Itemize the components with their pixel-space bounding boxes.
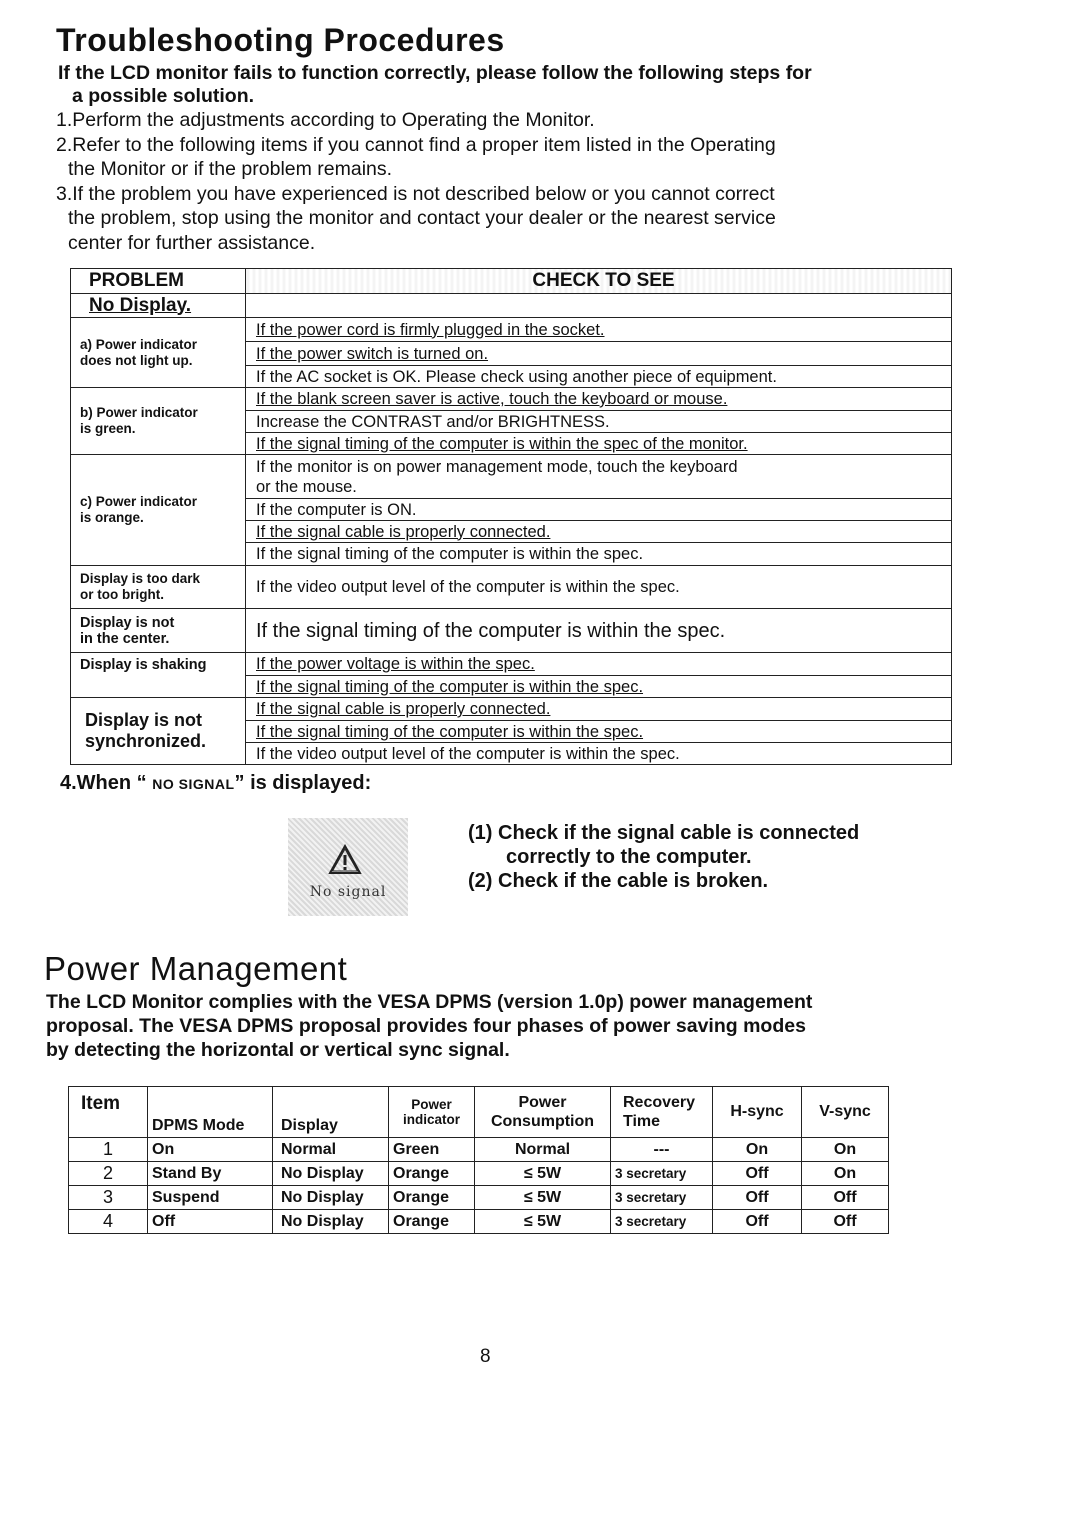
check-1-line: (1) Check if the signal cable is connected [468, 822, 860, 844]
pm-cell-indicator: Green [389, 1138, 475, 1162]
check-item: If the computer is ON. [246, 499, 952, 521]
header-line: Recovery [623, 1094, 696, 1111]
check-item: If the power switch is turned on. [246, 342, 952, 366]
pm-row [69, 1138, 889, 1162]
pm-cell-mode: Off [148, 1210, 273, 1234]
problem-line: b) Power indicator [80, 405, 198, 420]
pm-cell-consumption: ≤ 5W [475, 1210, 611, 1234]
header-display-label: Display [281, 1117, 338, 1134]
heading-suffix: ” is displayed: [234, 772, 372, 794]
table-row [71, 455, 952, 499]
pm-cell-hsync: On [713, 1138, 802, 1162]
check-item: If the signal timing of the computer is within the spec. [246, 676, 952, 698]
problem-line: Display is not [80, 614, 175, 631]
table-row [71, 698, 952, 721]
intro-line: a possible solution. [72, 85, 255, 107]
header-power-indicator [389, 1087, 475, 1138]
header-vsync: V-sync [802, 1087, 889, 1138]
pm-row [69, 1162, 889, 1186]
header-line: Consumption [490, 1113, 595, 1130]
header-problem: PROBLEM [71, 269, 246, 294]
no-signal-heading [60, 772, 371, 795]
table-row [71, 388, 952, 411]
check-item: If the video output level of the computer is within the spec. [246, 566, 952, 609]
check-item: If the power voltage is within the spec. [246, 653, 952, 676]
pm-cell-recovery: 3 secretary [611, 1186, 713, 1210]
check-line: or the mouse. [256, 477, 357, 496]
heading-prefix: 4.When “ [60, 772, 153, 794]
header-line: Power [518, 1094, 567, 1111]
pm-cell-item: 3 [69, 1186, 148, 1210]
troubleshooting-table [70, 268, 952, 765]
header-line: indicator [402, 1112, 460, 1127]
check-item: If the signal timing of the computer is within the spec. [246, 609, 952, 653]
problem-shaking [71, 653, 246, 698]
pm-cell-consumption: ≤ 5W [475, 1186, 611, 1210]
section-no-display: No Display. [71, 294, 246, 318]
table-cell-empty [246, 294, 952, 318]
header-hsync: H-sync [713, 1087, 802, 1138]
problem-line: Display is shaking [80, 657, 207, 673]
problem-indicator-green [71, 388, 246, 455]
warning-icon [328, 844, 362, 876]
section-title-power-management: Power Management [44, 950, 348, 987]
check-item: If the signal timing of the computer is within the spec. [246, 543, 952, 566]
problem-line: is green. [80, 421, 136, 436]
check-line: If the monitor is on power management mode, touch the keyboard [256, 457, 738, 476]
problem-power-off [71, 318, 246, 388]
pm-cell-vsync: Off [802, 1186, 889, 1210]
pm-cell-indicator: Orange [389, 1186, 475, 1210]
pm-cell-item: 2 [69, 1162, 148, 1186]
header-item [69, 1087, 148, 1138]
problem-line: Display is not [85, 710, 203, 730]
pm-cell-vsync: Off [802, 1210, 889, 1234]
pm-cell-display: No Display [273, 1210, 389, 1234]
pm-cell-consumption: Normal [475, 1138, 611, 1162]
problem-line: synchronized. [85, 731, 207, 751]
check-item: If the signal timing of the computer is within the spec of the monitor. [246, 433, 952, 455]
no-signal-label: No signal [309, 884, 387, 900]
problem-line: is orange. [80, 510, 144, 525]
pm-header-row [69, 1087, 889, 1138]
step-2-line: the Monitor or if the problem remains. [68, 158, 393, 180]
page-title: Troubleshooting Procedures [56, 22, 505, 58]
header-dpms-label: DPMS Mode [152, 1117, 245, 1134]
no-signal-image [288, 818, 408, 916]
check-item: If the signal cable is properly connected. [246, 521, 952, 543]
check-item: If the blank screen saver is active, touch the keyboard or mouse. [246, 388, 952, 411]
problem-indicator-orange [71, 455, 246, 566]
problem-line: or too bright. [80, 587, 164, 602]
header-power-consumption [475, 1087, 611, 1138]
problem-not-synchronized [71, 698, 246, 765]
table-row [71, 318, 952, 342]
pm-cell-display: No Display [273, 1162, 389, 1186]
problem-too-dark [71, 566, 246, 609]
pm-row [69, 1210, 889, 1234]
pm-cell-vsync: On [802, 1162, 889, 1186]
problem-line: in the center. [80, 630, 170, 647]
check-item [246, 455, 952, 499]
check-item: If the signal timing of the computer is within the spec. [246, 721, 952, 743]
no-signal-checks [468, 821, 988, 893]
pm-cell-recovery: 3 secretary [611, 1162, 713, 1186]
problem-line: Display is too dark [80, 571, 201, 586]
header-display [273, 1087, 389, 1138]
pm-cell-hsync: Off [713, 1210, 802, 1234]
table-row [71, 653, 952, 676]
pm-line: The LCD Monitor complies with the VESA DPMS (version 1.0p) power management [46, 991, 813, 1013]
problem-line: c) Power indicator [80, 494, 198, 509]
power-management-text [46, 990, 1026, 1062]
pm-cell-mode: On [148, 1138, 273, 1162]
pm-cell-recovery: 3 secretary [611, 1210, 713, 1234]
step-3-line: the problem, stop using the monitor and contact your dealer or the nearest service [68, 207, 776, 229]
step-3-line: 3.If the problem you have experienced is not described below or you cannot correct [56, 182, 775, 205]
pm-cell-item: 4 [69, 1210, 148, 1234]
check-2: (2) Check if the cable is broken. [468, 870, 769, 892]
step-2-line: 2.Refer to the following items if you cannot find a proper item listed in the Operating [56, 133, 776, 156]
pm-cell-hsync: Off [713, 1162, 802, 1186]
check-item: If the video output level of the computer is within the spec. [246, 743, 952, 765]
pm-cell-indicator: Orange [389, 1210, 475, 1234]
check-item: If the signal cable is properly connected. [246, 698, 952, 721]
power-management-table [68, 1086, 889, 1234]
page-number: 8 [480, 1346, 491, 1367]
pm-cell-vsync: On [802, 1138, 889, 1162]
pm-cell-item: 1 [69, 1138, 148, 1162]
pm-line: proposal. The VESA DPMS proposal provides four phases of power saving modes [46, 1015, 806, 1037]
pm-row [69, 1186, 889, 1210]
pm-cell-mode: Suspend [148, 1186, 273, 1210]
header-recovery-time [611, 1087, 713, 1138]
header-line: Power [411, 1097, 452, 1112]
pm-cell-consumption: ≤ 5W [475, 1162, 611, 1186]
table-row [71, 566, 952, 609]
header-check-to-see: CHECK TO SEE [246, 269, 952, 294]
problem-not-centered [71, 609, 246, 653]
pm-line: by detecting the horizontal or vertical sync signal. [46, 1039, 510, 1061]
table-header-row [71, 269, 952, 294]
intro-line: If the LCD monitor fails to function correctly, please follow the following steps for [58, 62, 812, 84]
step-1: 1.Perform the adjustments according to Operating the Monitor. [56, 109, 595, 131]
check-item: If the power cord is firmly plugged in the socket. [246, 318, 952, 342]
table-row [71, 294, 952, 318]
pm-cell-display: Normal [273, 1138, 389, 1162]
pm-cell-mode: Stand By [148, 1162, 273, 1186]
check-1-line: correctly to the computer. [506, 846, 752, 868]
header-line: Time [623, 1113, 661, 1130]
problem-line: does not light up. [80, 352, 193, 368]
table-row [71, 609, 952, 653]
pm-cell-indicator: Orange [389, 1162, 475, 1186]
pm-cell-recovery: --- [611, 1138, 713, 1162]
step-3-line: center for further assistance. [68, 231, 316, 254]
check-item: If the AC socket is OK. Please check using another piece of equipment. [246, 366, 952, 388]
pm-cell-hsync: Off [713, 1186, 802, 1210]
problem-line: a) Power indicator [80, 336, 198, 352]
steps-list [56, 108, 1016, 255]
header-item-label: Item [81, 1093, 121, 1114]
heading-no-signal: NO SIGNAL [152, 776, 235, 792]
intro-text [58, 62, 998, 108]
pm-cell-display: No Display [273, 1186, 389, 1210]
header-dpms-mode [148, 1087, 273, 1138]
check-item: Increase the CONTRAST and/or BRIGHTNESS. [246, 411, 952, 433]
